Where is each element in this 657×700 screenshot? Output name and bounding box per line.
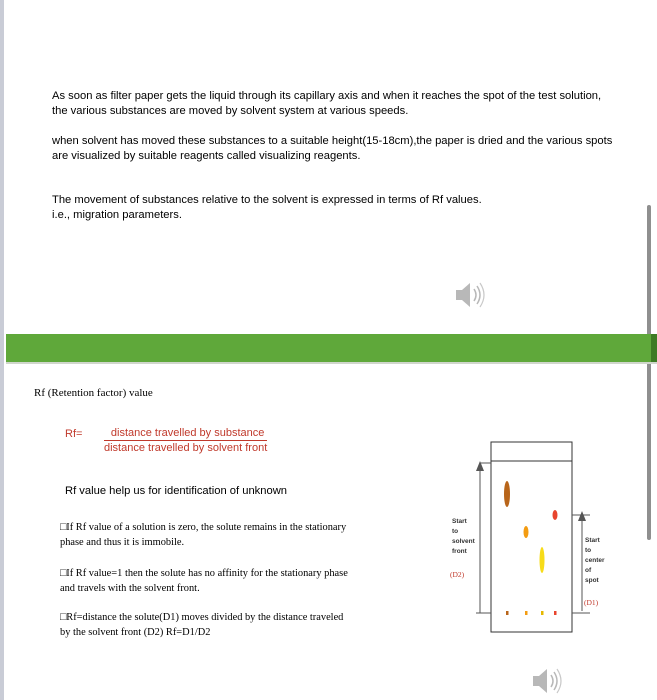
bullet-marker: □ — [60, 612, 67, 623]
spot-red — [553, 510, 558, 520]
rf-equation-label: Rf= — [65, 428, 83, 440]
paragraph-solvent-height: when solvent has moved these substances to a suitable height(15-18cm),the paper is dried and the various spots are visualized by suitable reagents called visualizing reagents. — [52, 135, 613, 162]
paragraph-capillary: As soon as filter paper gets the liquid through its capillary axis and when it reaches the spot of the test solution, the various substances are moved by solvent system at various speeds. — [52, 90, 602, 117]
bullet-line: Rf=distance the solute(D1) moves divided by the distance traveled — [66, 612, 344, 623]
bullet-rf-zero — [60, 520, 410, 550]
speaker-icon[interactable] — [530, 666, 566, 696]
window-left-edge — [0, 0, 4, 700]
rf-denominator: distance travelled by solvent front — [104, 442, 268, 454]
slide-title: Rf (Retention factor) value — [34, 387, 153, 399]
bullet-rf-one — [60, 566, 410, 596]
identification-text: Rf value help us for identification of unknown — [65, 485, 288, 497]
bullet-line: and travels with the solvent front. — [60, 583, 200, 594]
spot-yellow — [540, 547, 545, 573]
d1-label-line: of — [585, 567, 592, 574]
paragraph-rf-line2: i.e., migration parameters. — [52, 209, 182, 221]
scrollbar-thumb[interactable] — [647, 205, 651, 540]
spot-orange — [524, 526, 529, 538]
d2-tag: (D2) — [450, 570, 465, 579]
paragraph-rf-line1: The movement of substances relative to the solvent is expressed in terms of Rf values. — [52, 194, 482, 206]
origin-dot — [506, 611, 509, 615]
d1-label-line: spot — [585, 577, 599, 584]
slide2-top-border — [6, 362, 657, 364]
rf-numerator: distance travelled by substance — [104, 427, 267, 441]
bullet-line: by the solvent front (D2) Rf=D1/D2 — [60, 627, 211, 638]
bullet-marker: □ — [60, 522, 67, 533]
bullet-marker: □ — [60, 568, 67, 579]
speaker-icon[interactable] — [453, 280, 489, 310]
d2-label-line: front — [452, 548, 467, 555]
origin-dot — [541, 611, 544, 615]
bullet-rf-formula — [60, 610, 410, 640]
bullet-line: phase and thus it is immobile. — [60, 537, 185, 548]
d2-label-line: solvent — [452, 538, 475, 545]
d1-label-line: Start — [585, 537, 600, 544]
svg-text:Start to solvent f — [452, 518, 477, 555]
d1-label-line: to — [585, 547, 592, 554]
d2-label-line: Start — [452, 518, 467, 525]
svg-text:Start to center of — [585, 537, 606, 584]
origin-dot — [554, 611, 557, 615]
chromatography-diagram — [440, 435, 620, 635]
origin-dot — [525, 611, 528, 615]
paper-strip — [491, 442, 572, 632]
spot-brown — [504, 481, 510, 507]
slide-divider-band — [6, 334, 657, 362]
bullet-line: If Rf value=1 then the solute has no affinity for the stationary phase — [66, 568, 348, 579]
d2-label-line: to — [452, 528, 459, 535]
rf-fraction — [104, 427, 267, 454]
d1-label-line: center — [585, 557, 605, 564]
d1-tag: (D1) — [584, 598, 599, 607]
bullet-line: If Rf value of a solution is zero, the solute remains in the stationary — [66, 522, 347, 533]
